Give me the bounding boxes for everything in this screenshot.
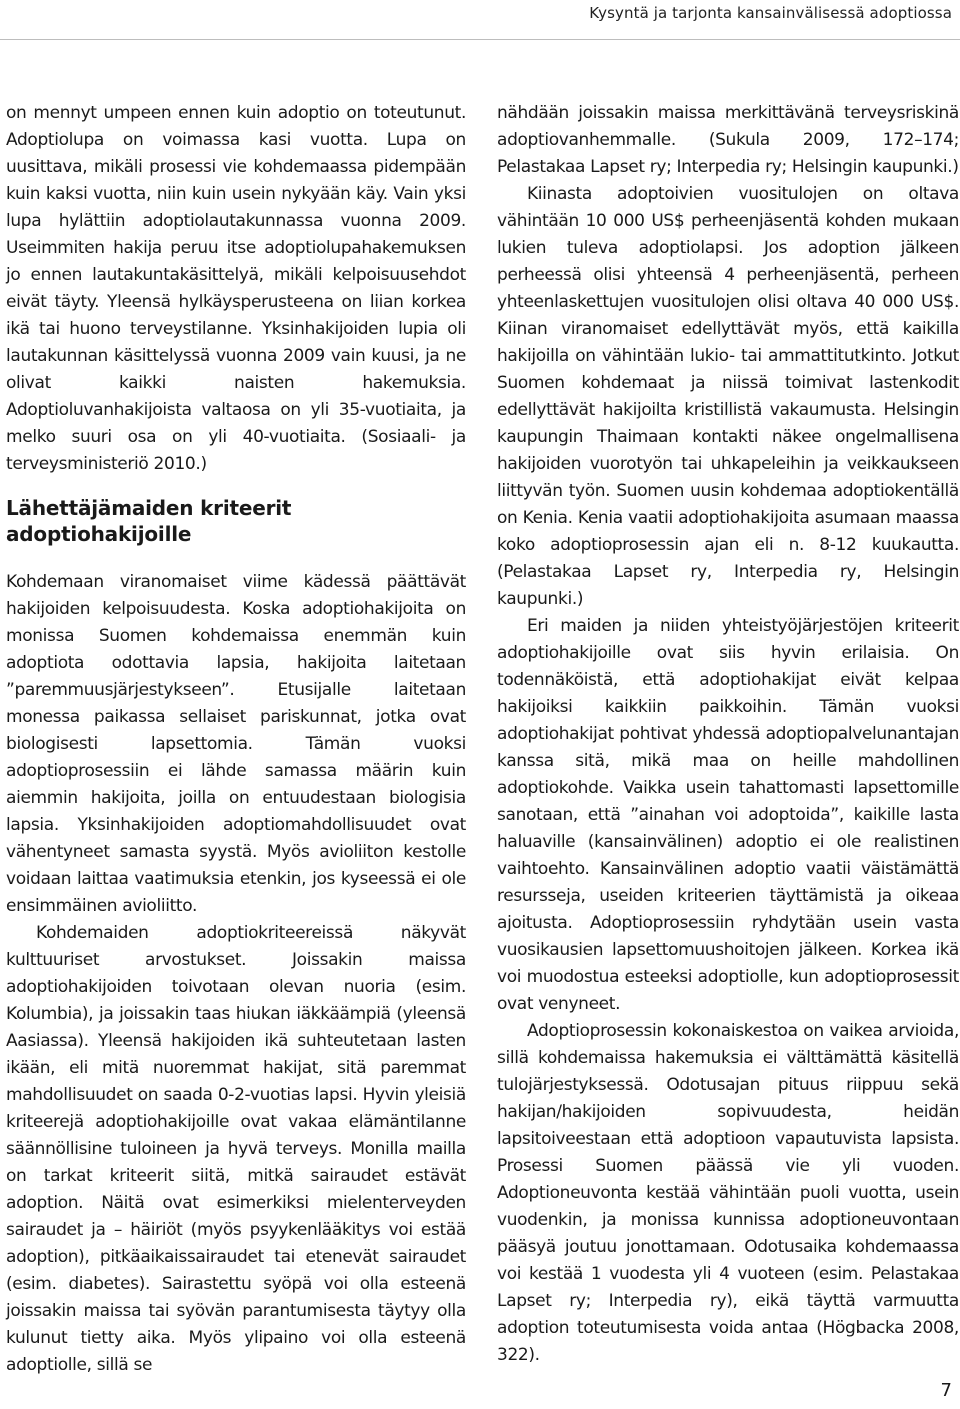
right-paragraph-2: Kiinasta adoptoivien vuositulojen on oltava vähintään 10 000 US$ perheenjäsentä kohden mukaan lukien tuleva adoptiolapsi. Jos adoption jälkeen perheessä olisi yhteensä 4 perheenjäsentä, perheen yhteenlaskettujen vuositulojen olisi oltava 40 000 US$. Kiinan viranomaiset edellyttävät myös, että kaikilla hakijoilla on vähintään lukio- tai ammattitutkinto. Jotkut Suomen kohdemaat ja niissä toimivat lastenkodit edellyttävät hakijoilta kristillistä vakaumusta. Helsingin kaupungin Thaimaan kontakti näkee ongelmallisena hakijoiden vuorotyön tai uhkapeleihin ja veikkaukseen liittyvän työn. Suomen uusin kohdemaa adoptiokentällä on Kenia. Kenia vaatii adoptiohakijoita asumaan maassa koko adoptioprosessin ajan eli n. 8-12 kuukautta. (Pelastakaa Lapset ry, Interpedia ry, Helsingin kaupunki.) bbox=[497, 184, 959, 609]
section-heading: Lähettäjämaiden kriteerit adoptiohakijoille bbox=[6, 496, 292, 546]
left-paragraph-1: on mennyt umpeen ennen kuin adoptio on toteutunut. Adoptiolupa on voimassa kasi vuotta. Lupa on uusittava, mikäli prosessi vie kohdemaassa pidempään kuin kaksi vuotta, niin kuin usein nykyään käy. Vain yksi lupa hylättiin adoptiolautakunnassa vuonna 2009. Useimmiten hakija peruu itse adoptiolupahakemuksen jo ennen lautakuntakäsittelyä, mikäli kelpoisuusehdot eivät täyty. Yleensä hylkäysperusteena on liian korkea ikä tai huono terveystilanne. Yksinhakijoiden lupia oli lautakunnan käsittelyssä vuonna 2009 vain kuusi, ja ne olivat kaikki naisten hakemuksia. Adoptioluvanhakijoista valtaosa on yli 35-vuotiaita, ja melko suuri osa on yli 40-vuotiaita. (Sosiaali- ja terveysministeriö 2010.) bbox=[6, 103, 466, 474]
left-paragraph-2: Kohdemaan viranomaiset viime kädessä päättävät hakijoiden kelpoisuudesta. Koska adoptiohakijoita on monissa Suomen kohdemaissa enemmän kuin adoptiota odottavia lapsia, hakijoita laitetaan ”paremmuusjärjestykseen”. Etusijalle laitetaan monessa paikassa sellaiset pariskunnat, jotka ovat biologisesti lapsettomia. Tämän vuoksi adoptioprosessiin ei lähde samassa määrin kuin aiemmin hakijoita, joilla on entuudestaan biologisia lapsia. Yksinhakijoiden adoptiomahdollisuudet ovat vähentyneet samasta syystä. Myös avioliiton kestolle voidaan laittaa vaatimuksia etenkin, jos kyseessä ei ole ensimmäinen avioliitto. bbox=[6, 572, 466, 916]
running-header: Kysyntä ja tarjonta kansainvälisessä adoptiossa bbox=[589, 4, 952, 22]
right-paragraph-3: Eri maiden ja niiden yhteistyöjärjestöjen kriteerit adoptiohakijoille ovat siis hyvin erilaisia. On todennäköistä, että adoptiohakijat eivät kelpaa hakijoiksi kaikkiin paikkoihin. Tämän vuoksi adoptiohakijat pohtivat yhdessä adoptiopalvelunantajan kanssa sitä, mikä maa on heille mahdollinen adoptiokohde. Vaikka usein tahattomasti lapsettomille sanotaan, että ”ainahan voi adoptoida”, kaikille lasta haluaville (kansainvälinen) adoptio ei ole realistinen vaihtoehto. Kansainvälinen adoptio vaatii väistämättä resursseja, useiden kriteerien täyttämistä ja oikeaa ajoitusta. Adoptioprosessiin ryhdytään usein vasta vuosikausien lapsettomuushoitojen jälkeen. Korkea ikä voi muodostua esteeksi adoptiolle, kun adoptioprosessit ovat venyneet. bbox=[497, 616, 959, 1014]
left-column bbox=[6, 100, 466, 1379]
left-paragraph-3: Kohdemaiden adoptiokriteereissä näkyvät kulttuuriset arvostukset. Joissakin maissa adoptiohakijoiden toivotaan olevan nuoria (esim. Kolumbia), ja joissakin taas hiukan iäkkäämpiä (yleensä Aasiassa). Yleensä hakijoiden ikä suhteutetaan lasten ikään, eli mitä nuoremmat hakijat, sitä paremmat mahdollisuudet on saada 0-2-vuotias lapsi. Hyvin yleisiä kriteerejä adoptiohakijoille ovat vakaa elämäntilanne säännöllisine tuloineen ja hyvä terveys. Monilla mailla on tarkat kriteerit siitä, mitkä sairaudet estävät adoption. Näitä ovat esimerkiksi mielenterveyden sairaudet ja – häiriöt (myös psyykenlääkitys voi estää adoption), pitkäaikaissairaudet tai etenevät sairaudet (esim. diabetes). Sairastettu syöpä voi olla esteenä joissakin maissa tai syövän parantumisesta täytyy olla kulunut tietty aika. Myös ylipaino voi olla esteenä adoptiolle, sillä se bbox=[6, 923, 466, 1375]
page-number: 7 bbox=[940, 1380, 952, 1401]
right-paragraph-4: Adoptioprosessin kokonaiskestoa on vaikea arvioida, sillä kohdemaissa hakemuksia ei välttämättä käsitellä tulojärjestyksessä. Odotusajan pituus riippuu sekä hakijan/hakijoiden sopivuudesta, heidän lapsitoiveestaan että adoptioon vapautuvista lapsista. Prosessi Suomen päässä vie yli vuoden. Adoptioneuvonta kestää vähintään puoli vuotta, usein vuodenkin, ja monissa kunnissa adoptioneuvontaan pääsyä joutuu jonottamaan. Odotusaika kohdemaassa voi kestää 1 vuodesta yli 4 vuoteen (esim. Pelastakaa Lapset ry; Interpedia ry), eikä täyttä varmuutta adoption toteutumisesta voida antaa (Högbacka 2008, 322). bbox=[497, 1021, 959, 1365]
right-paragraph-1: nähdään joissakin maissa merkittävänä terveysriskinä adoptiovanhemmalle. (Sukula 2009, 172–174; Pelastakaa Lapset ry; Interpedia ry; Helsingin kaupunki.) bbox=[497, 103, 959, 177]
header-divider bbox=[0, 39, 960, 40]
right-column bbox=[497, 100, 959, 1369]
